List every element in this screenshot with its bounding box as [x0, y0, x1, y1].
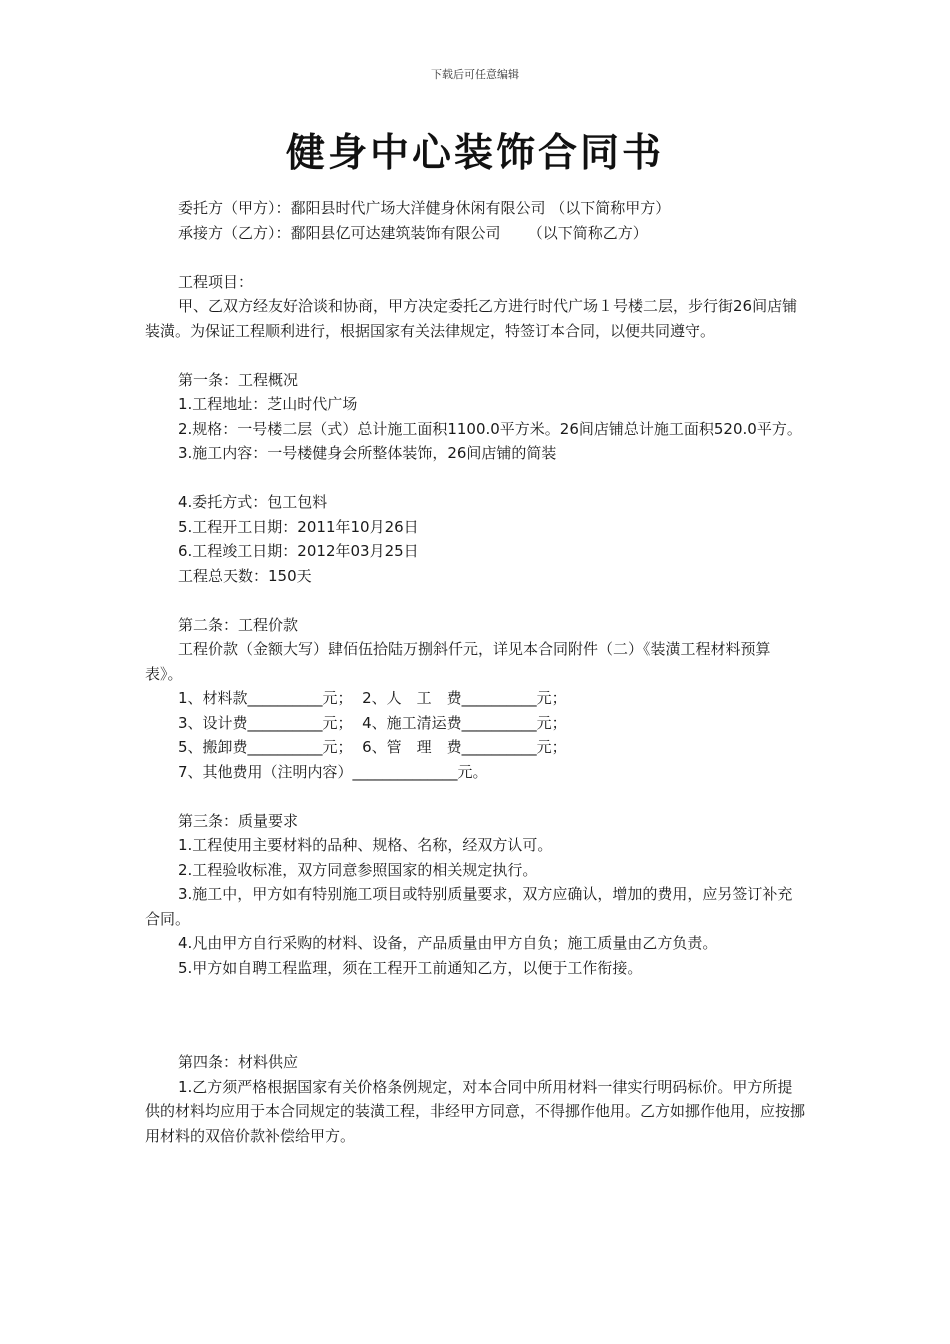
article2-heading: 第二条：工程价款: [178, 615, 299, 634]
article3-item3: 3.施工中，甲方如有特别施工项目或特别质量要求，双方应确认，增加的费用，应另签订补充合同。: [145, 885, 793, 928]
project-text: 甲、乙双方经友好洽谈和协商，甲方决定委托乙方进行时代广场１号楼二层，步行街26间店铺装潢。为保证工程顺利进行，根据国家有关法律规定，特签订本合同，以便共同遵守。: [145, 297, 798, 340]
article1-item3: 3.施工内容：一号楼健身会所整体装饰，26间店铺的简装: [178, 444, 557, 462]
article1-item5: 5.工程开工日期：2011年10月26日: [178, 517, 419, 536]
article1-item4: 4.委托方式：包工包料: [178, 493, 328, 511]
party-client: 委托方（甲方）：鄱阳县时代广场大洋健身休闲有限公司 （以下简称甲方）: [178, 199, 671, 217]
article3-item5: 5.甲方如自聘工程监理，须在工程开工前通知乙方，以便于工作衔接。: [178, 958, 643, 977]
article1-heading: 第一条：工程概况: [178, 370, 299, 389]
fee-row-1: 1、材料款__________元； 2、人 工 费__________元；: [178, 689, 567, 707]
article1-item2: 2.规格：一号楼二层（式）总计施工面积1100.0平方米。26间店铺总计施工面积520.0平方。: [178, 419, 802, 438]
document-title: 健身中心装饰合同书: [285, 131, 664, 176]
article4-heading: 第四条：材料供应: [178, 1053, 299, 1071]
fee-row-4: 7、其他费用（注明内容）______________元。: [178, 762, 488, 781]
article2-text: 工程价款（金额大写）肆佰伍拾陆万捌斜仟元，详见本合同附件（二）《装潢工程材料预算表》。: [145, 640, 771, 683]
article3-heading: 第三条：质量要求: [178, 811, 299, 830]
article1-item1: 1.工程地址：芝山时代广场: [178, 395, 358, 413]
article4-item1: 1.乙方须严格根据国家有关价格条例规定，对本合同中所用材料一律实行明码标价。甲方所提供的材料均应用于本合同规定的装潢工程，非经甲方同意，不得挪作他用。乙方如挪作他用，应按挪用材料的双倍价款补偿给甲方。: [145, 1077, 806, 1145]
article3-item2: 2.工程验收标准，双方同意参照国家的相关规定执行。: [178, 860, 538, 879]
contract-body: [145, 196, 807, 1148]
page-header: 下载后可任意编辑: [431, 68, 519, 81]
article3-item1: 1.工程使用主要材料的品种、规格、名称，经双方认可。: [178, 836, 553, 854]
article1-item6: 6.工程竣工日期：2012年03月25日: [178, 542, 419, 560]
fee-row-3: 5、搬卸费__________元； 6、管 理 费__________元；: [178, 738, 567, 756]
article1-item7: 工程总天数：150天: [178, 566, 312, 585]
party-contractor: 承接方（乙方）：鄱阳县亿可达建筑装饰有限公司 （以下简称乙方）: [178, 223, 648, 242]
article3-item4: 4.凡由甲方自行采购的材料、设备，产品质量由甲方自负；施工质量由乙方负责。: [178, 934, 718, 952]
fee-row-2: 3、设计费__________元； 4、施工清运费__________元；: [178, 713, 567, 732]
project-heading: 工程项目：: [178, 272, 254, 291]
